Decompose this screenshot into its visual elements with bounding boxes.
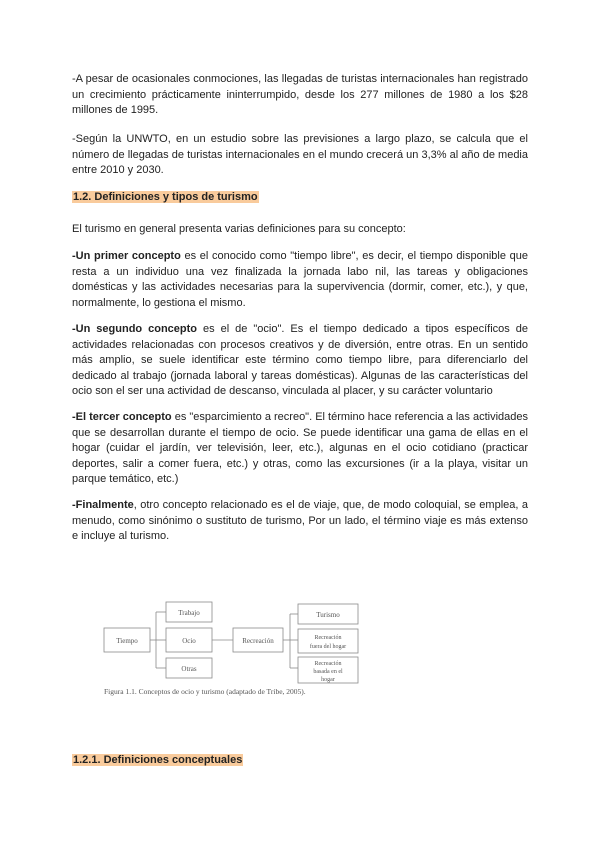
paragraph-unwto-forecast: -Según la UNWTO, en un estudio sobre las previsiones a largo plazo, se calcula que el número de llegadas de turistas internacionales en el mundo crecerá un 3,3% al año de media entre 2010 y 2030.	[72, 133, 528, 176]
section-heading-1-2-text: 1.2. Definiciones y tipos de turismo	[73, 191, 258, 203]
label-trabajo: Trabajo	[178, 609, 200, 617]
label-tiempo: Tiempo	[116, 637, 138, 645]
paragraph-tourist-growth: -A pesar de ocasionales conmociones, las llegadas de turistas internacionales han registrado un crecimiento prácticamente ininterrumpido, desde los 277 millones de 1980 a los $28 millones de 1995.	[72, 73, 528, 116]
label-fuera-line-1: Recreación	[314, 635, 342, 641]
concept-3-label: -El tercer concepto	[72, 411, 172, 423]
concept-2-text: es el de "ocio". Es el tiempo dedicado a tipos específicos de actividades relacionadas con procesos creativos y de diversión, entre otras. En un sentido más amplio, se suele identificar este término como tiempo libre, para diferenciarlo del dedicado al trabajo (jornada laboral y tareas domésticas). Algunas de las características del ocio son el ser una actividad de descanso, vinculada al placer, y su carácter voluntario	[72, 323, 528, 397]
concept-2-label: -Un segundo concepto	[72, 323, 198, 335]
concept-1-label: -Un primer concepto	[72, 250, 181, 262]
figure-caption: Figura 1.1. Conceptos de ocio y turismo (adaptado de Tribe, 2005).	[104, 687, 306, 696]
label-turismo: Turismo	[316, 611, 340, 619]
label-hogar-line-2: basada en el	[313, 669, 343, 675]
label-recreacion: Recreación	[242, 637, 274, 645]
paragraph-intro: El turismo en general presenta varias definiciones para su concepto:	[72, 223, 406, 235]
label-ocio: Ocio	[182, 637, 196, 645]
concept-4-text: , otro concepto relacionado es el de viaje, que, de modo coloquial, se emplea, a menudo, como sinónimo o sustituto de turismo, Por un lado, el término viaje es más extenso e incluye al turismo.	[72, 499, 528, 542]
section-heading-1-2-1-text: 1.2.1. Definiciones conceptuales	[73, 754, 243, 766]
label-hogar-line-1: Recreación	[314, 661, 342, 667]
label-fuera-line-2: fuera del hogar	[309, 644, 347, 650]
section-heading-1-2-1	[72, 753, 243, 768]
concept-1-text: es el conocido como "tiempo libre", es decir, el tiempo disponible que resta a un individuo una vez finalizada la jornada labo nil, las tareas y obligaciones domésticas y las actividades necesarias para la supervivencia (dormir, comer, etc.), y que, normalmente, lo gestiona el mismo.	[72, 250, 528, 309]
label-hogar-line-3: hogar	[321, 677, 335, 683]
concept-3-text: es "esparcimiento a recreo". El término hace referencia a las actividades que se desarrollan durante el tiempo de ocio. Se puede identificar una gama de ellas en el hogar (cuidar el jardín, ver televisión, leer, etc.), algunas en el ocio cotidiano (practicar deportes, salir a comer fuera, etc.) y otras, como las excursiones (ir a la playa, visitar un parque temático, etc.)	[72, 411, 528, 485]
label-otras: Otras	[181, 665, 197, 673]
concept-4-label: -Finalmente	[72, 499, 134, 511]
